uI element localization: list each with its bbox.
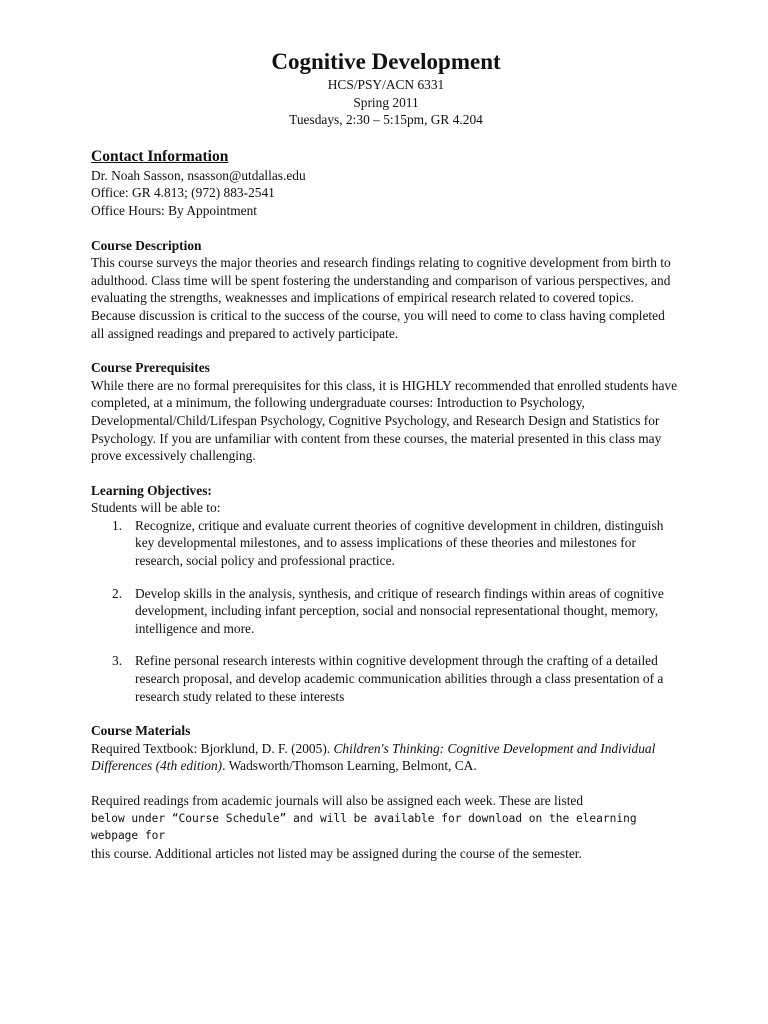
page-title: Cognitive Development [271,49,501,74]
list-item-number: 1. [112,517,123,533]
course-code: HCS/PSY/ACN 6331 [327,77,445,92]
textbook-prefix: Required Textbook: Bjorklund, D. F. (2005). [91,740,334,756]
document-content [91,48,681,862]
objectives-list [91,517,681,705]
description-heading: Course Description [91,237,202,253]
paragraph-gap [91,775,681,792]
list-item-text: Refine personal research interests within cognitive development through the crafting of a detailed research proposal, and develop academic communication abilities through a class presentation of a research study related to these interests [135,653,664,704]
objectives-heading: Learning Objectives: [91,482,212,498]
contact-heading: Contact Information [91,147,229,165]
readings-line-1: Required readings from academic journals will also be assigned each week. These are listed [91,793,584,808]
list-item-number: 2. [112,585,123,601]
description-text: This course surveys the major theories and research findings relating to cognitive development from birth to adulthood. Class time will be spent fostering the understanding and comparison of various perspectives, and evaluating the strengths, weaknesses and implications of empirical research related to covered topics. Because discussion is critical to the success of the course, you will need to come to class having completed all assigned readings and prepared to actively participate. [91,255,671,341]
prerequisites-text: While there are no formal prerequisites for this class, it is HIGHLY recommended that enrolled students have completed, at a minimum, the following undergraduate courses: Introduction to Psychology, Developmental/Child/Lifespan Psychology, Cognitive Psychology, and Research Design and Statistics for Psychology. If you are unfamiliar with content from these courses, the material presented in this class may prove excessively challenging. [91,377,678,464]
list-item-text: Recognize, critique and evaluate current theories of cognitive development in children, distinguish key developmental milestones, and to assess implications of these theories and milestones for research, social policy and professional practice. [135,517,664,569]
textbook-citation [91,740,681,775]
list-item-number: 3. [112,653,123,669]
list-item [91,585,681,638]
prerequisites-heading: Course Prerequisites [91,360,210,376]
contact-name-email: Dr. Noah Sasson, nsasson@utdallas.edu [91,167,306,183]
readings-line-2: below under “Course Schedule” and will be available for download on the elearning webpage for [91,811,637,843]
readings-line-3: this course. Additional articles not listed may be assigned during the course of the semester. [91,845,582,861]
list-item-text: Develop skills in the analysis, synthesis, and critique of research findings within areas of cognitive development, including infant perception, social and nonsocial representational thought, memory, intelligence and more. [135,585,664,636]
list-item [91,652,681,705]
list-item [91,517,681,570]
objectives-intro: Students will be able to: [91,500,221,516]
materials-heading: Course Materials [91,723,191,739]
course-schedule: Tuesdays, 2:30 – 5:15pm, GR 4.204 [289,112,483,128]
course-term: Spring 2011 [353,94,419,110]
textbook-suffix: . Wadsworth/Thomson Learning, Belmont, CA. [222,758,477,774]
textbook-title: Children's Thinking: Cognitive Development and Individual Differences (4th edition) [91,740,656,774]
contact-office-hours: Office Hours: By Appointment [91,202,258,218]
contact-office: Office: GR 4.813; (972) 883-2541 [91,185,275,201]
